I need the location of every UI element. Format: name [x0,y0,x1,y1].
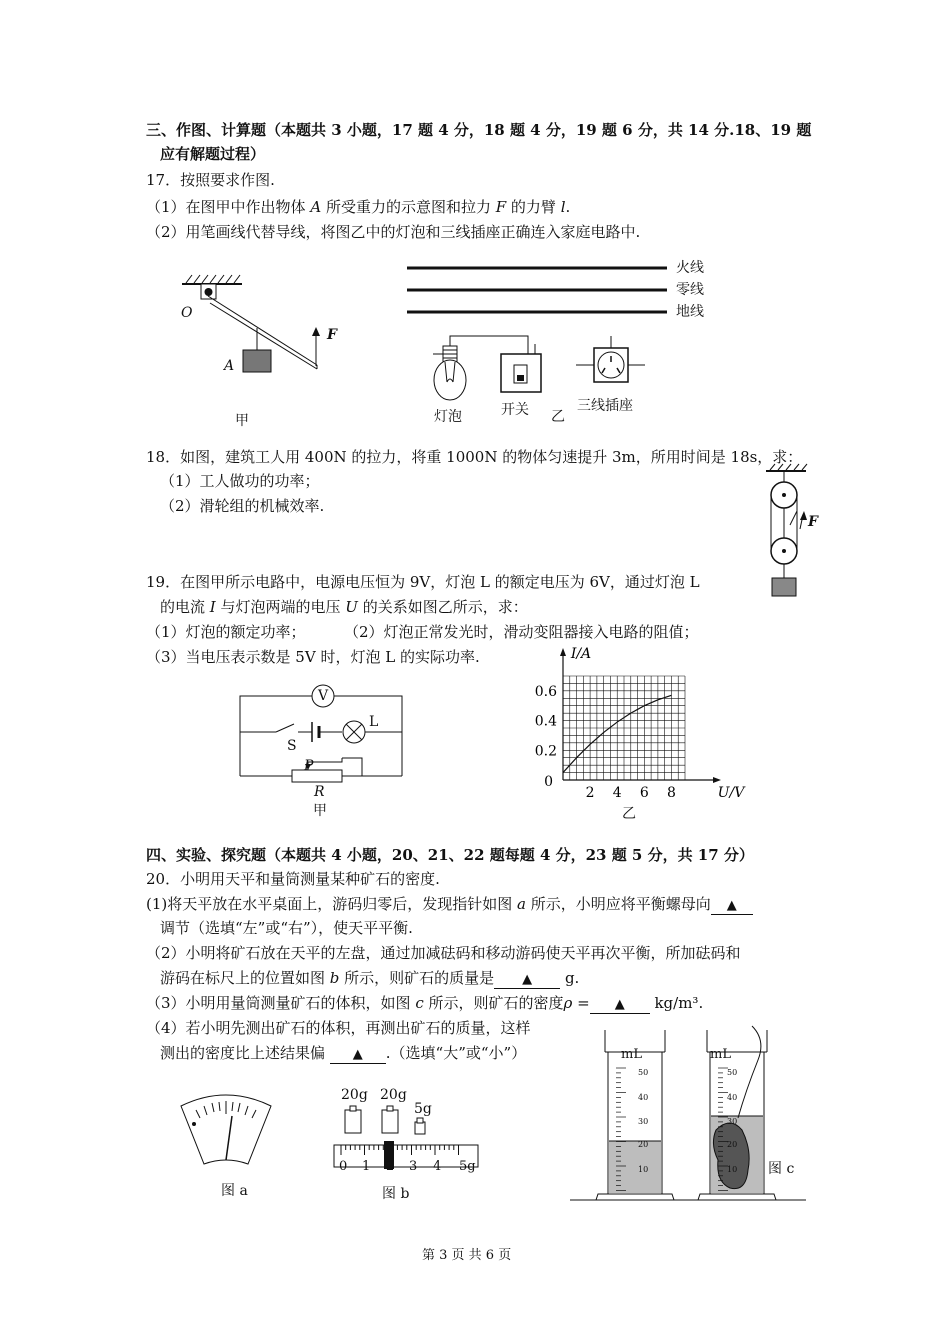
wire-live-label: 火线 [676,260,704,276]
answer-blank-4[interactable]: ▲ [330,1047,386,1064]
q19-part3: （3）当电压表示数是 5V 时，灯泡 L 的实际功率. [146,648,480,666]
x-tick-label: 4 [612,785,622,801]
section3-heading-line1: 三、作图、计算题（本题共 3 小题，17 题 4 分，18 题 4 分，19 题 6 分，共 14 分.18、19 题 [146,121,812,139]
answer-blank-3[interactable]: ▲ [590,997,650,1014]
pulley-label-f: F [808,514,818,530]
slider-p-label: P [304,758,314,774]
c1-tick-30: 30 [638,1117,649,1126]
scale-number-1: 1 [362,1159,371,1174]
q20-part1-line1: (1)将天平放在水平桌面上，游码归零后，发现指针如图 a 所示，小明应将平衡螺母向 ▲ [146,894,753,915]
q20-part1-line2: 调节（选填“左”或“右”），使天平平衡. [160,919,413,937]
answer-blank-1[interactable]: ▲ [711,898,753,915]
scale-number-0: 0 [339,1159,348,1174]
c2-tick-10: 10 [727,1165,738,1174]
label-a: A [224,358,235,374]
scale-number-3: 3 [409,1159,418,1174]
section4-heading: 四、实验、探究题（本题共 4 小题，20、21、22 题每题 4 分，23 题 5 分，共 17 分） [146,846,754,864]
weight-label-2: 20g [380,1087,407,1103]
fig-b-caption: 图 b [382,1186,410,1202]
x-tick-label: 6 [639,785,649,801]
c2-tick-50: 50 [727,1068,738,1077]
x-tick-label: 8 [666,785,676,801]
q20-stem: 20．小明用天平和量筒测量某种矿石的密度. [146,870,440,888]
weight-label-3: 5g [414,1101,432,1117]
wire-neutral-label: 零线 [676,282,704,298]
y-axis-label: I/A [570,646,592,662]
voltmeter-label: V [318,688,329,704]
q19-part2: （2）灯泡正常发光时，滑动变阻器接入电路的阻值； [344,623,699,641]
circuit-caption: 甲 [313,803,327,819]
q20-part4-line1: （4）若小明先测出矿石的体积，再测出矿石的质量，这样 [146,1019,531,1037]
origin-label: 0 [544,774,553,790]
fig-yi-caption: 乙 [551,409,565,425]
q18-part2: （2）滑轮组的机械效率. [160,497,325,515]
q17-stem: 17．按照要求作图. [146,171,275,189]
household-circuit-figure [405,258,670,418]
socket-icon [576,336,645,382]
switch-s-label: S [287,738,297,754]
wire-ground-label: 地线 [676,304,704,320]
section3-heading-line2: 应有解题过程） [160,145,266,163]
c2-tick-20: 20 [727,1140,738,1149]
c2-tick-30: 30 [727,1117,738,1126]
q20-part4-line2: 测出的密度比上述结果偏 ▲ .（选填“大”或“小”） [160,1044,527,1062]
fig-jia-caption: 甲 [235,413,249,429]
y-axis-arrow [560,648,566,656]
block-a [243,350,271,372]
label-o: O [181,305,193,321]
c1-tick-10: 10 [638,1165,649,1174]
y-tick-label: 0.4 [534,713,557,730]
weight-label-1: 20g [341,1087,368,1103]
lever-figure [170,270,350,440]
answer-blank-2[interactable]: ▲ [494,972,560,989]
balance-pointer-figure [176,1090,276,1170]
lamp-label: L [369,714,379,730]
c1-tick-50: 50 [638,1068,649,1077]
bulb-label: 灯泡 [434,409,462,425]
chart-grid [563,676,685,780]
scale-number-2: 2 [386,1159,395,1174]
x-axis-arrow [713,777,721,783]
q20-part3: （3）小明用量筒测量矿石的体积，如图 c 所示，则矿石的密度ρ = ▲ kg/m³. [146,994,704,1012]
c1-tick-20: 20 [638,1140,649,1149]
y-tick-label: 0.6 [534,683,557,700]
socket-label: 三线插座 [577,398,633,414]
x-axis-label: U/V [717,785,745,801]
q19-stem-line2: 的电流 I 与灯泡两端的电压 U 的关系如图乙所示，求： [160,598,528,616]
bulb-icon [433,346,466,400]
label-f: F [327,327,337,343]
q18-part1: （1）工人做功的功率； [160,472,320,490]
q17-part1: （1）在图甲中作出物体 A 所受重力的示意图和拉力 F 的力臂 l. [146,198,571,216]
cylinder2-unit: mL [710,1047,731,1062]
x-tick-label: 2 [585,785,595,801]
iu-graph [525,640,745,805]
q20-part2-line1: （2）小明将矿石放在天平的左盘，通过加减砝码和移动游码使天平再次平衡，所加砝码和 [146,944,741,962]
pulley-figure [760,463,830,603]
rheostat-r-label: R [314,784,325,800]
c1-tick-40: 40 [638,1093,649,1102]
switch-icon [501,344,541,392]
pivot-icon [205,288,213,296]
c2-tick-40: 40 [727,1093,738,1102]
q19-stem-line1: 19．在图甲所示电路中，电源电压恒为 9V，灯泡 L 的额定电压为 6V，通过灯泡 L [146,573,700,591]
page-footer: 第 3 页 共 6 页 [422,1248,512,1263]
fig-a-caption: 图 a [221,1183,248,1199]
y-tick-label: 0.2 [534,743,557,760]
cylinder1-unit: mL [621,1047,642,1062]
q19-part1: （1）灯泡的额定功率； [146,623,306,641]
switch-label: 开关 [501,402,529,418]
fig-c-caption: 图 c [768,1161,795,1177]
q17-part2: （2）用笔画线代替导线，将图乙中的灯泡和三线插座正确连入家庭电路中. [146,223,641,241]
q18-stem: 18．如图，建筑工人用 400N 的拉力，将重 1000N 的物体匀速提升 3m，所用时间是 18s，求： [146,448,803,466]
graph-caption: 乙 [622,806,636,822]
scale-number-4: 4 [433,1159,442,1174]
q20-part2-line2: 游码在标尺上的位置如图 b 所示，则矿石的质量是 ▲ g. [160,969,580,987]
scale-number-5: 5g [459,1159,476,1174]
